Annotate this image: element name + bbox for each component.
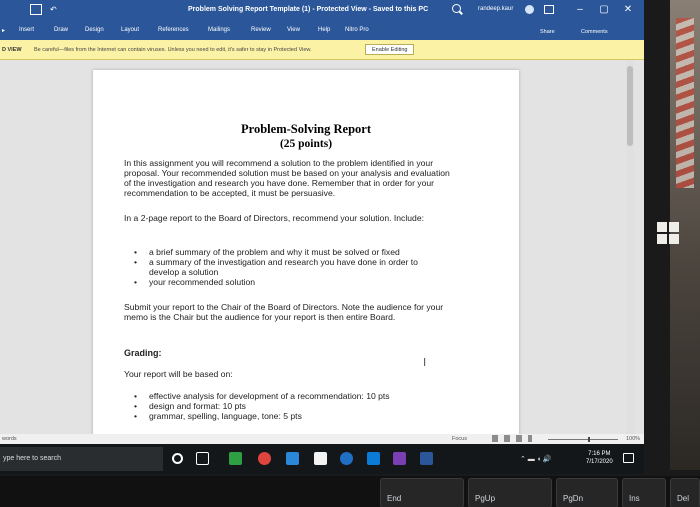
vertical-scrollbar[interactable] (626, 60, 634, 434)
word-count[interactable]: words (2, 436, 17, 442)
list-item: • effective analysis for development of a recommendation: 10 pts (134, 391, 434, 401)
tab-view[interactable]: View (287, 27, 300, 33)
end-key: End (380, 478, 464, 507)
tab-insert[interactable]: Insert (19, 27, 35, 33)
tab-review[interactable]: Review (251, 27, 271, 33)
avatar[interactable] (525, 5, 534, 14)
include-list (134, 247, 434, 287)
protected-view-message: Be careful—files from the Internet can contain viruses. Unless you need to edit, it's safer to stay in Protected View. (34, 47, 312, 53)
tab-layout[interactable]: Layout (121, 27, 140, 33)
clock[interactable] (586, 450, 613, 466)
undo-icon[interactable]: ↶ (50, 5, 57, 14)
system-tray-icons[interactable]: ⌃ ▬ ◖ 🔊 (520, 456, 552, 463)
focus-button[interactable]: Focus (452, 436, 467, 442)
save-icon[interactable] (30, 4, 42, 15)
ribbon-tabs (0, 20, 644, 40)
chrome-icon[interactable] (258, 452, 271, 465)
user-name[interactable]: randeep.kaur (478, 6, 514, 12)
minimize-button[interactable]: – (577, 4, 583, 15)
list-item: • a brief summary of the problem and why it must be solved or fixed (134, 247, 434, 257)
tab-nitro-pro[interactable]: Nitro Pro (345, 27, 369, 33)
maximize-button[interactable]: ▢ (599, 4, 609, 15)
document-title: Problem-Solving Report (241, 122, 371, 136)
tab-draw[interactable]: Draw (54, 27, 69, 33)
photos-icon[interactable] (367, 452, 380, 465)
status-bar (0, 434, 644, 444)
teams-icon[interactable] (393, 452, 406, 465)
document-page[interactable] (93, 70, 519, 440)
protected-view-label: D VIEW (2, 47, 22, 53)
taskbar (0, 444, 644, 474)
tab-references[interactable]: References (158, 27, 189, 33)
enable-editing-button[interactable]: Enable Editing (365, 44, 414, 55)
edge-icon[interactable] (340, 452, 353, 465)
list-item: • grammar, spelling, language, tone: 5 pts (134, 411, 434, 421)
protected-view-bar (0, 40, 644, 60)
clock-date: 7/17/2020 (586, 459, 613, 465)
store-icon[interactable] (314, 452, 327, 465)
keyboard (0, 476, 700, 507)
task-view-icon[interactable] (196, 452, 209, 465)
tab-back-arrow[interactable]: ▸ (2, 28, 6, 34)
background-stripes (676, 18, 694, 188)
list-item: • design and format: 10 pts (134, 401, 434, 411)
window-title: Problem Solving Report Template (1) - Protected View - Saved to this PC (188, 6, 429, 13)
title-bar (0, 0, 644, 20)
grading-heading: Grading: (124, 348, 162, 358)
zoom-slider[interactable] (548, 439, 618, 440)
intro-paragraph: In this assignment you will recommend a solution to the problem identified in your proposal. Your recommended solution must be based on your analysis and evaluation of the investigation and research you have done. Remember that in order for your recommendation to be accepted, it must be persuasive. (124, 158, 450, 198)
clock-time: 7:16 PM (588, 451, 611, 457)
zoom-level[interactable]: 100% (626, 436, 641, 442)
text-cursor-icon: I (423, 356, 427, 369)
view-buttons[interactable] (492, 435, 532, 442)
search-icon[interactable] (452, 4, 461, 13)
tab-help[interactable]: Help (318, 27, 331, 33)
grading-list (134, 391, 434, 421)
taskbar-search-input[interactable]: ype here to search (0, 447, 163, 471)
mail-icon[interactable] (286, 452, 299, 465)
notification-icon[interactable] (623, 453, 634, 463)
submit-paragraph: Submit your report to the Chair of the Board of Directors. Note the audience for your memo is the Chair but the audience for your report is then entire Board. (124, 302, 444, 322)
pgdn-key: PgDn (556, 478, 618, 507)
document-canvas[interactable] (0, 60, 644, 434)
spreadsheet-app-icon[interactable] (229, 452, 242, 465)
word-icon[interactable] (420, 452, 433, 465)
share-button[interactable]: Share (540, 29, 555, 35)
windows-logo-icon (657, 222, 679, 244)
task-paragraph: In a 2-page report to the Board of Directors, recommend your solution. Include: (124, 213, 424, 223)
tab-design[interactable]: Design (85, 27, 104, 33)
close-button[interactable]: ✕ (623, 4, 633, 15)
list-item: • a summary of the investigation and research you have done in order to develop a solution (134, 257, 434, 277)
list-item: • your recommended solution (134, 277, 434, 287)
pgup-key: PgUp (468, 478, 552, 507)
grading-intro: Your report will be based on: (124, 369, 233, 379)
ribbon-display-options-icon[interactable] (544, 5, 554, 14)
document-points: (25 points) (279, 138, 333, 150)
cortana-icon[interactable] (172, 453, 183, 464)
zoom-slider-thumb[interactable] (588, 437, 590, 442)
comments-button[interactable]: Comments (581, 29, 608, 35)
tab-mailings[interactable]: Mailings (208, 27, 231, 33)
scrollbar-thumb[interactable] (627, 66, 633, 146)
del-key: Del (670, 478, 700, 507)
ins-key: Ins (622, 478, 666, 507)
